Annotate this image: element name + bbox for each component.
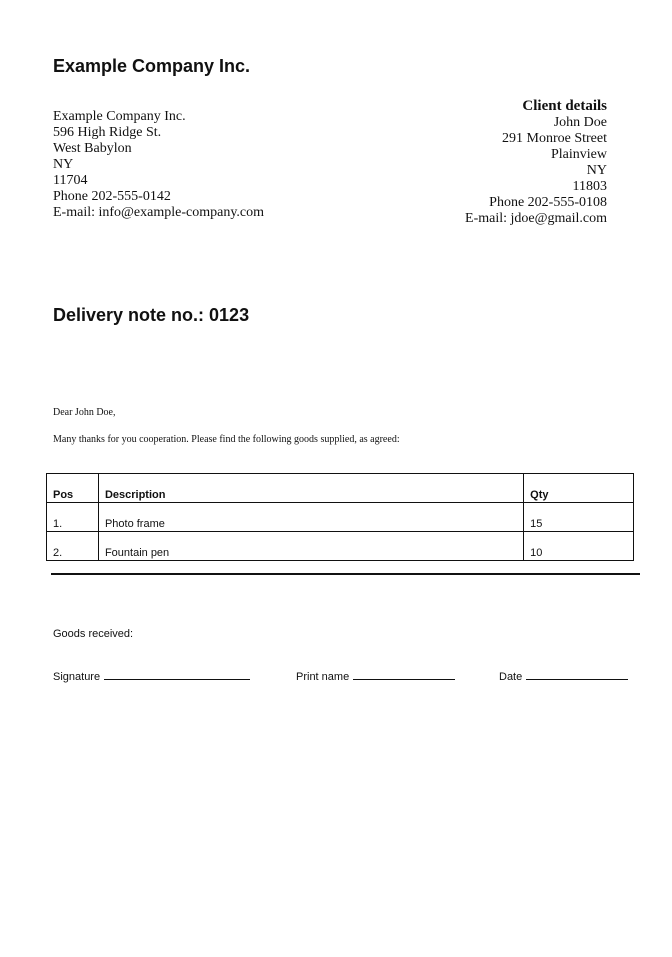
cell-pos: 1. (47, 503, 99, 532)
table-header-row (47, 474, 634, 503)
sender-line: 596 High Ridge St. (53, 125, 162, 140)
goods-received-label: Goods received: (53, 628, 134, 640)
client-heading: Client details (522, 98, 607, 114)
client-email: E-mail: jdoe@gmail.com (465, 211, 607, 226)
greeting: Dear John Doe, (53, 407, 116, 418)
client-line: Plainview (551, 147, 607, 162)
client-line: 11803 (572, 179, 607, 194)
sender-phone: Phone 202-555-0142 (53, 189, 171, 204)
signature-field (53, 668, 250, 683)
cell-qty: 10 (524, 532, 634, 561)
goods-table (46, 473, 634, 561)
date-blank-line (526, 668, 628, 680)
sender-email: E-mail: info@example-company.com (53, 205, 265, 220)
client-line: John Doe (553, 115, 607, 130)
signature-blank-line (104, 668, 250, 680)
intro-text: Many thanks for you cooperation. Please find the following goods supplied, as agreed: (53, 434, 400, 445)
print-name-field (296, 668, 455, 683)
table-row (47, 532, 634, 561)
print-name-blank-line (353, 668, 455, 680)
date-field (499, 668, 628, 683)
date-label: Date (499, 671, 523, 683)
separator-line (51, 573, 640, 575)
delivery-note-title: Delivery note no.: 0123 (53, 305, 250, 325)
client-details (465, 98, 607, 227)
signature-label: Signature (53, 671, 101, 683)
cell-qty: 15 (524, 503, 634, 532)
sender-address (53, 109, 264, 221)
table-row (47, 503, 634, 532)
client-line: NY (586, 163, 607, 178)
print-name-label: Print name (296, 671, 350, 683)
column-header-qty: Qty (524, 474, 634, 503)
client-line: 291 Monroe Street (502, 131, 607, 146)
column-header-description: Description (98, 474, 523, 503)
sender-line: NY (53, 157, 74, 172)
sender-line: West Babylon (53, 141, 132, 156)
cell-pos: 2. (47, 532, 99, 561)
cell-description: Photo frame (98, 503, 523, 532)
company-title: Example Company Inc. (53, 56, 251, 76)
sender-line: Example Company Inc. (53, 109, 186, 124)
cell-description: Fountain pen (98, 532, 523, 561)
column-header-pos: Pos (47, 474, 99, 503)
client-phone: Phone 202-555-0108 (489, 195, 607, 210)
sender-line: 11704 (53, 173, 88, 188)
